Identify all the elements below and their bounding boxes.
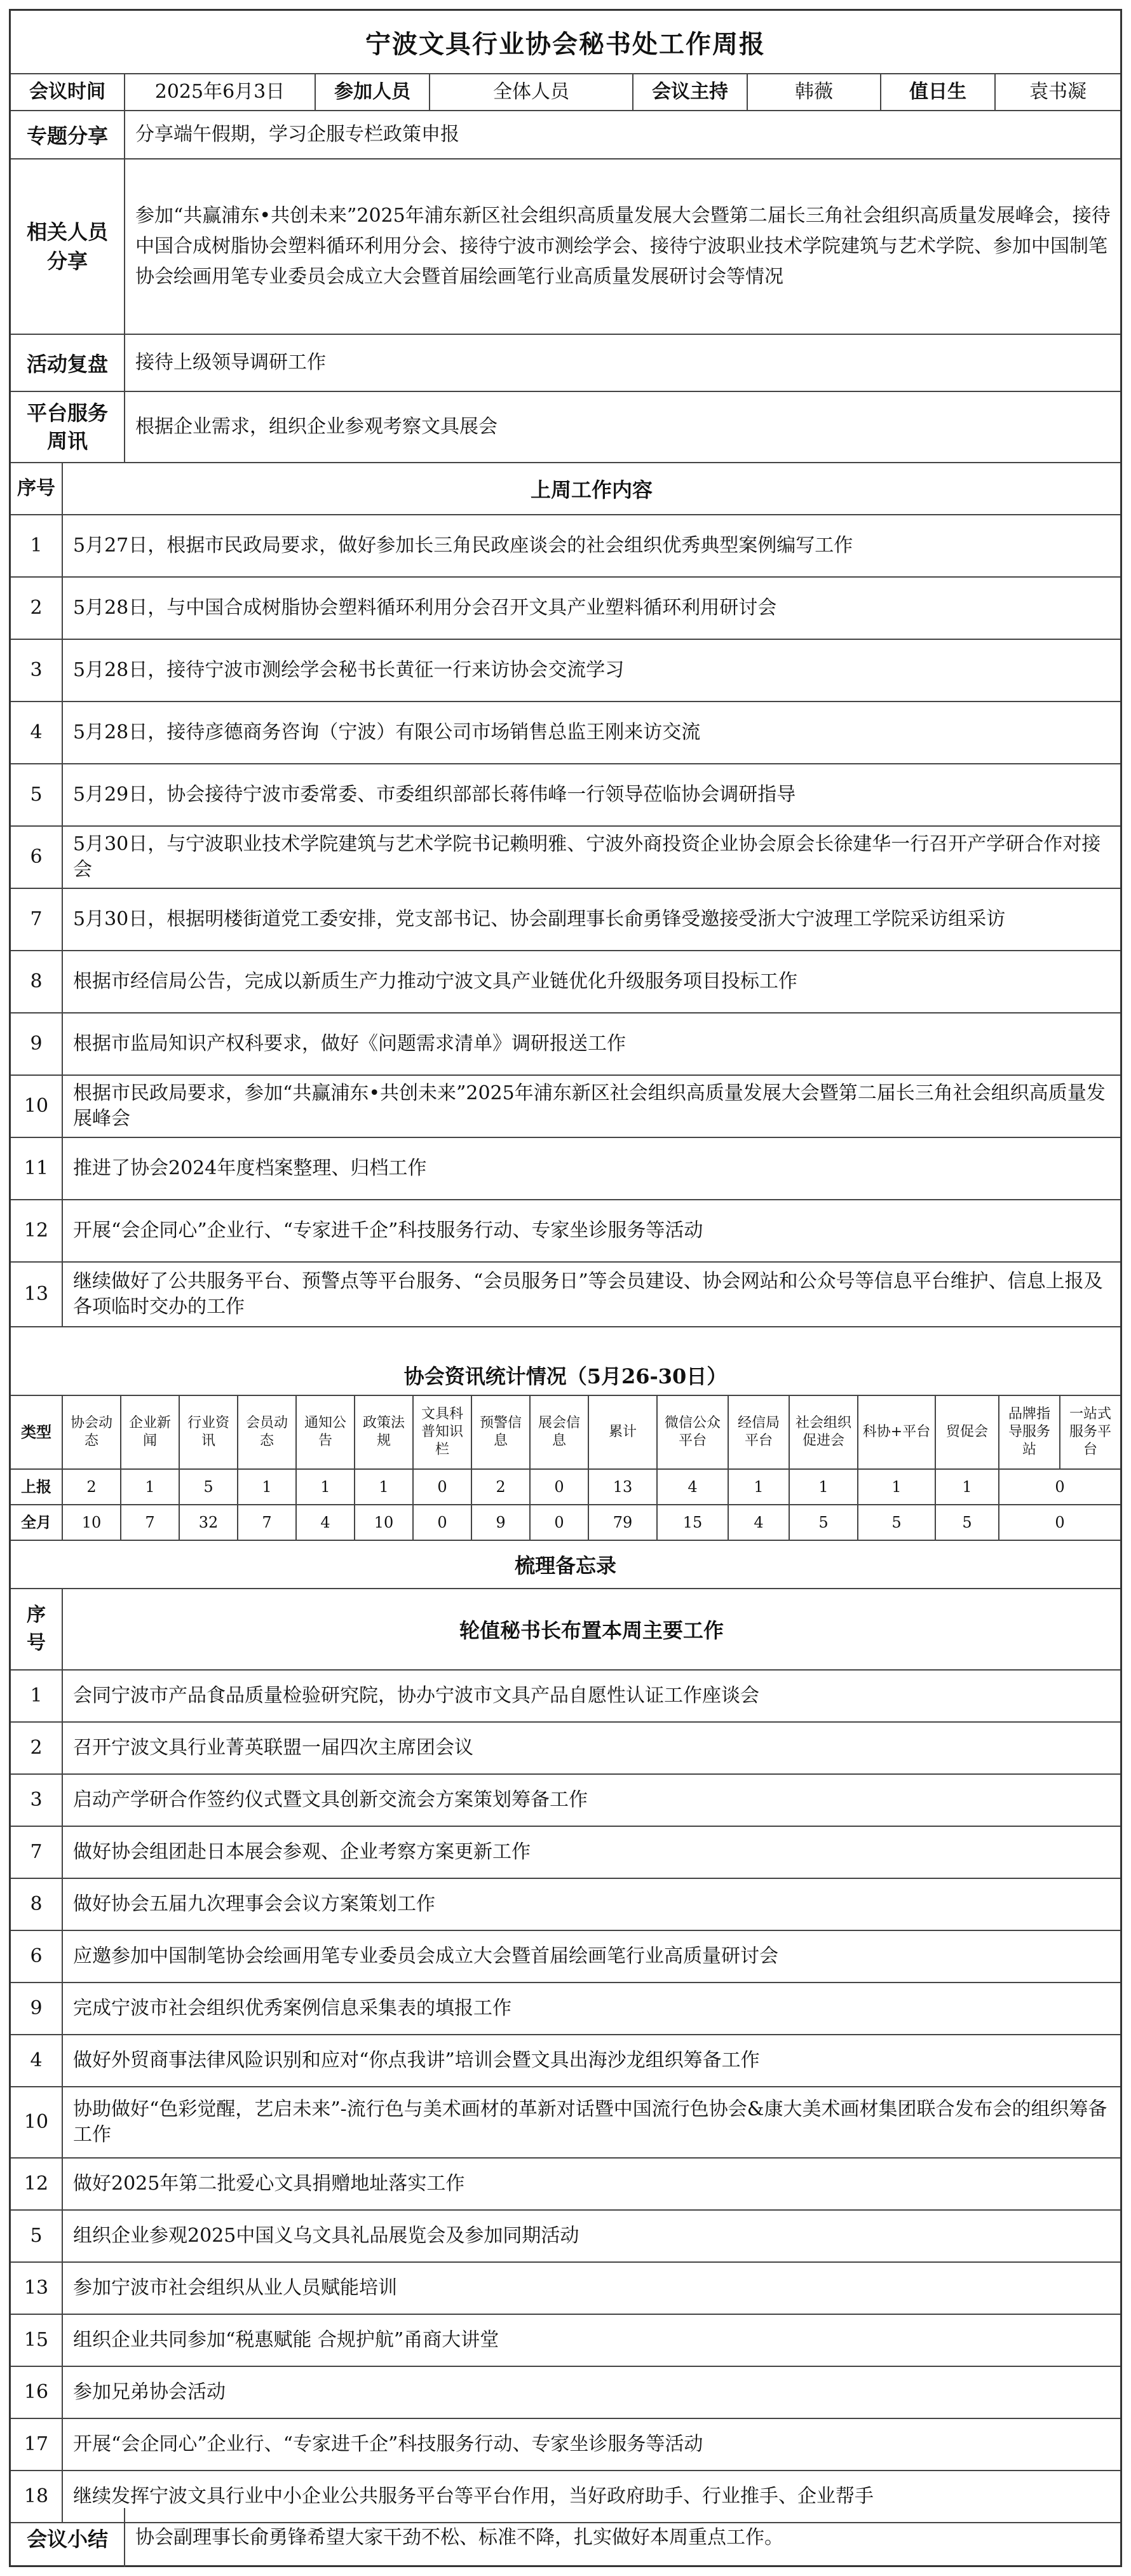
- memo-item-row: [11, 2263, 1120, 2315]
- memo-item-text: 做好协会五届九次理事会会议方案策划工作: [73, 1893, 435, 1915]
- work-item-text: 推进了协会2024年度档案整理、归档工作: [73, 1157, 427, 1179]
- memo-item-text: 开展“会企同心”企业行、“专家进千企”科技服务行动、专家坐诊服务等活动: [73, 2433, 703, 2455]
- info-row: [11, 159, 1120, 335]
- stats-title: 协会资讯统计情况（5月26-30日）: [403, 1364, 728, 1388]
- memo-item-text: 会同宁波市产品食品质量检验研究院，协办宁波市文具产品自愿性认证工作座谈会: [73, 1685, 759, 1707]
- stats-column-header-text: 会员动态: [245, 1415, 288, 1449]
- stats-column-header: [999, 1396, 1060, 1468]
- stats-title-row: [11, 1355, 1120, 1396]
- stats-value: 0: [1055, 1514, 1065, 1531]
- info-label-text: 相关人员分享: [26, 220, 108, 273]
- info-row: [11, 392, 1120, 463]
- summary-label: 会议小结: [11, 2508, 125, 2567]
- memo-item-number: 12: [11, 2159, 63, 2209]
- host-label: 会议主持: [633, 74, 748, 110]
- memo-item-row: [11, 2035, 1120, 2087]
- stats-column-header: [414, 1396, 472, 1468]
- stats-value: 4: [658, 1470, 729, 1504]
- memo-item-text: 组织企业参观2025中国义乌文具礼品展览会及参加同期活动: [73, 2225, 579, 2247]
- stats-value: 5: [790, 1505, 858, 1540]
- work-item-row: [11, 1200, 1120, 1263]
- stats-column-header-text: 社会组织促进会: [795, 1415, 851, 1449]
- weekly-report-table: [9, 9, 1122, 2567]
- info-content: 根据企业需求，组织企业参观考察文具展会: [135, 416, 498, 438]
- memo-item-text: 组织企业共同参加“税惠赋能 合规护航”甬商大讲堂: [73, 2329, 499, 2351]
- stats-value: 1: [297, 1470, 355, 1504]
- memo-item-number: 6: [11, 1931, 63, 1982]
- memo-item-number: 4: [11, 2035, 63, 2086]
- stats-value: 1: [729, 1470, 790, 1504]
- stats-column-header-text: 微信公众平台: [664, 1415, 721, 1449]
- stats-value: 1: [355, 1470, 414, 1504]
- memo-header: 轮值秘书长布置本周主要工作: [459, 1618, 724, 1643]
- stats-value: 15: [658, 1505, 729, 1540]
- stats-value: 4: [297, 1505, 355, 1540]
- meeting-time-label: 会议时间: [11, 74, 125, 110]
- stats-column-header-text: 文具科普知识栏: [421, 1406, 463, 1458]
- stats-value: 5: [936, 1505, 999, 1540]
- memo-item-number: 18: [11, 2471, 63, 2522]
- info-row: [11, 111, 1120, 159]
- work-item-number: 12: [11, 1200, 63, 1261]
- stats-value: 0: [414, 1470, 472, 1504]
- memo-item-row: [11, 2211, 1120, 2263]
- memo-item-text: 协助做好“色彩觉醒，艺启未来”-流行色与美术画材的革新对话暨中国流行色协会&康大美术画材集团联合发布会的组织筹备工作: [73, 2098, 1107, 2146]
- memo-item-row: [11, 2367, 1120, 2419]
- stats-column-header-text: 累计: [608, 1424, 637, 1440]
- memo-item-row: [11, 2419, 1120, 2471]
- stats-column-header-text: 通知公告: [304, 1415, 346, 1449]
- stats-column-header-text: 经信局平台: [737, 1415, 780, 1449]
- stats-value: 5: [180, 1470, 238, 1504]
- memo-item-text: 做好协会组团赴日本展会参观、企业考察方案更新工作: [73, 1841, 531, 1863]
- stats-column-header: [180, 1396, 238, 1468]
- stats-column-header: [936, 1396, 999, 1468]
- work-item-number: 7: [11, 889, 63, 950]
- memo-item-row: [11, 1775, 1120, 1827]
- stats-value: 1: [121, 1470, 180, 1504]
- memo-item-row: [11, 1723, 1120, 1775]
- stats-column-header: [238, 1396, 297, 1468]
- stats-value: 1: [936, 1470, 999, 1504]
- report-title: 宁波文具行业协会秘书处工作周报: [365, 29, 766, 59]
- stats-column-header: [589, 1396, 658, 1468]
- work-item-text: 根据市经信局公告，完成以新质生产力推动宁波文具产业链优化升级服务项目投标工作: [73, 970, 797, 993]
- work-item-text: 继续做好了公共服务平台、预警点等平台服务、“会员服务日”等会员建设、协会网站和公众号等信息平台维护、信息上报及各项临时交办的工作: [73, 1270, 1103, 1318]
- info-label: 专题分享: [11, 111, 125, 158]
- attendees-value: 全体人员: [430, 74, 633, 110]
- info-row: [11, 335, 1120, 392]
- work-item-number: 5: [11, 764, 63, 825]
- stats-value: 4: [729, 1505, 790, 1540]
- stats-column-header-text: 政策法规: [362, 1415, 405, 1449]
- memo-item-row: [11, 1827, 1120, 1879]
- memo-item-number: 2: [11, 1723, 63, 1773]
- memo-item-text: 继续发挥宁波文具行业中小企业公共服务平台等平台作用，当好政府助手、行业推手、企业帮手: [73, 2485, 874, 2507]
- duty-value: 袁书凝: [1029, 81, 1087, 103]
- work-item-row: [11, 1013, 1120, 1076]
- stats-value: 1: [858, 1470, 936, 1504]
- stats-column-header-text: 贸促会: [945, 1424, 988, 1440]
- work-item-row: [11, 764, 1120, 827]
- info-label: 活动复盘: [11, 335, 125, 391]
- memo-item-row: [11, 2315, 1120, 2367]
- stats-value: 7: [121, 1505, 180, 1540]
- stats-column-header-text: 科协+平台: [862, 1424, 931, 1440]
- work-item-text: 根据市民政局要求，参加“共赢浦东•共创未来”2025年浦东新区社会组织高质量发展大会暨第二届长三角社会组织高质量发展峰会: [73, 1082, 1106, 1130]
- stats-value: 1: [238, 1470, 297, 1504]
- stats-column-header-text: 协会动态: [70, 1415, 112, 1449]
- stats-column-header: [858, 1396, 936, 1468]
- work-item-row: [11, 578, 1120, 640]
- stats-column-header-text: 预警信息: [479, 1415, 522, 1449]
- work-item-text: 5月27日，根据市民政局要求，做好参加长三角民政座谈会的社会组织优秀典型案例编写工作: [73, 534, 853, 557]
- stats-column-header: [472, 1396, 531, 1468]
- stats-column-header: [729, 1396, 790, 1468]
- memo-item-number: 7: [11, 1827, 63, 1878]
- stats-column-header: [1060, 1396, 1120, 1468]
- stats-column-header: [297, 1396, 355, 1468]
- work-item-text: 5月28日，与中国合成树脂协会塑料循环利用分会召开文具产业塑料循环利用研讨会: [73, 597, 777, 619]
- stats-column-header: [63, 1396, 121, 1468]
- info-content: 参加“共赢浦东•共创未来”2025年浦东新区社会组织高质量发展大会暨第二届长三角社会组织高质量发展峰会，接待中国合成树脂协会塑料循环利用分会、接待宁波市测绘学会、接待宁波职业技术学院建筑与艺术学院、参加中国制笔协会绘画用笔专业委员会成立大会暨首届绘画笔行业高质量发展研讨会等情况: [135, 205, 1111, 288]
- work-item-text: 5月30日，与宁波职业技术学院建筑与艺术学院书记赖明雅、宁波外商投资企业协会原会长徐建华一行召开产学研合作对接会: [73, 833, 1101, 881]
- memo-item-row: [11, 2087, 1120, 2159]
- work-item-row: [11, 1263, 1120, 1327]
- work-item-number: 1: [11, 515, 63, 576]
- info-label: [11, 159, 125, 334]
- memo-item-text: 做好2025年第二批爱心文具捐赠地址落实工作: [73, 2173, 465, 2195]
- work-item-number: 6: [11, 827, 63, 888]
- work-item-row: [11, 640, 1120, 702]
- stats-column-header: [658, 1396, 729, 1468]
- memo-header-row: [11, 1589, 1120, 1671]
- stats-column-header: [355, 1396, 414, 1468]
- memo-item-text: 做好外贸商事法律风险识别和应对“你点我讲”培训会暨文具出海沙龙组织筹备工作: [73, 2049, 760, 2071]
- meeting-time-value: 2025年6月3日: [125, 74, 316, 110]
- stats-row-label: 全月: [11, 1505, 63, 1540]
- stats-column-header-text: 展会信息: [538, 1415, 580, 1449]
- stats-value: 0: [414, 1505, 472, 1540]
- stats-value: 10: [63, 1505, 121, 1540]
- memo-item-row: [11, 1879, 1120, 1931]
- memo-item-number: 9: [11, 1983, 63, 2034]
- work-item-row: [11, 515, 1120, 578]
- stats-column-header: [790, 1396, 858, 1468]
- stats-value: 1: [790, 1470, 858, 1504]
- work-item-row: [11, 1076, 1120, 1138]
- memo-item-number: 5: [11, 2211, 63, 2261]
- memo-item-number: 3: [11, 1775, 63, 1826]
- memo-item-text: 召开宁波文具行业菁英联盟一届四次主席团会议: [73, 1737, 473, 1759]
- work-item-text: 5月28日，接待宁波市测绘学会秘书长黄征一行来访协会交流学习: [73, 659, 625, 681]
- stats-value: 9: [472, 1505, 531, 1540]
- memo-item-text: 参加兄弟协会活动: [73, 2381, 226, 2403]
- memo-item-text: 完成宁波市社会组织优秀案例信息采集表的填报工作: [73, 1997, 511, 2019]
- stats-column-header-text: 一站式服务平台: [1069, 1406, 1111, 1458]
- stats-value: 10: [355, 1505, 414, 1540]
- work-item-row: [11, 951, 1120, 1013]
- stats-column-header: [531, 1396, 589, 1468]
- summary-row: [11, 2508, 1120, 2567]
- work-item-row: [11, 889, 1120, 951]
- memo-item-number: 8: [11, 1879, 63, 1930]
- memo-item-text: 参加宁波市社会组织从业人员赋能培训: [73, 2277, 397, 2299]
- info-content: 分享端午假期，学习企服专栏政策申报: [135, 123, 459, 146]
- stats-value: 13: [589, 1470, 658, 1504]
- memo-title: 梳理备忘录: [514, 1554, 616, 1578]
- stats-value: 0: [531, 1505, 589, 1540]
- memo-item-number: 17: [11, 2419, 63, 2470]
- work-item-number: 11: [11, 1138, 63, 1199]
- work-item-number: 3: [11, 640, 63, 701]
- work-item-text: 5月28日，接待彦德商务咨询（宁波）有限公司市场销售总监王刚来访交流: [73, 721, 701, 743]
- memo-seq-header: [11, 1589, 63, 1669]
- stats-value: 2: [63, 1470, 121, 1504]
- stats-value: 0: [531, 1470, 589, 1504]
- stats-value: 0: [1055, 1478, 1065, 1496]
- memo-item-row: [11, 1931, 1120, 1983]
- work-item-number: 8: [11, 951, 63, 1012]
- title-row: [11, 11, 1120, 74]
- stats-value: 7: [238, 1505, 297, 1540]
- work-item-text: 根据市监局知识产权科要求，做好《问题需求清单》调研报送工作: [73, 1033, 626, 1055]
- stats-column-header-text: 企业新闻: [128, 1415, 171, 1449]
- last-week-header-row: [11, 463, 1120, 515]
- memo-item-number: 15: [11, 2315, 63, 2366]
- work-item-row: [11, 827, 1120, 889]
- stats-row-label: 上报: [11, 1470, 63, 1504]
- memo-item-text: 启动产学研合作签约仪式暨文具创新交流会方案策划筹备工作: [73, 1789, 588, 1811]
- memo-seq-header-text: 序号: [27, 1604, 46, 1654]
- summary-content: 协会副理事长俞勇锋希望大家干劲不松、标准不降，扎实做好本周重点工作。: [135, 2526, 783, 2549]
- memo-item-text: 应邀参加中国制笔协会绘画用笔专业委员会成立大会暨首届绘画笔行业高质量研讨会: [73, 1945, 778, 1967]
- memo-item-row: [11, 1983, 1120, 2035]
- work-item-row: [11, 1138, 1120, 1200]
- work-item-number: 9: [11, 1013, 63, 1074]
- work-item-text: 开展“会企同心”企业行、“专家进千企”科技服务行动、专家坐诊服务等活动: [73, 1219, 703, 1242]
- stats-column-header-text: 类型: [21, 1423, 51, 1441]
- attendees-label: 参加人员: [316, 74, 430, 110]
- memo-item-number: 13: [11, 2263, 63, 2314]
- work-item-number: 13: [11, 1263, 63, 1326]
- meeting-info-row: [11, 74, 1120, 111]
- stats-column-header: [11, 1396, 63, 1468]
- work-item-number: 2: [11, 578, 63, 639]
- memo-item-row: [11, 1671, 1120, 1723]
- seq-header: 序号: [11, 463, 63, 514]
- work-item-text: 5月30日，根据明楼街道党工委安排，党支部书记、协会副理事长俞勇锋受邀接受浙大宁波理工学院采访组采访: [73, 908, 1006, 930]
- work-item-row: [11, 702, 1120, 764]
- memo-item-number: 16: [11, 2367, 63, 2418]
- memo-item-number: 10: [11, 2087, 63, 2157]
- host-value: 韩薇: [748, 74, 881, 110]
- stats-data-row: [11, 1505, 1120, 1541]
- stats-value: 79: [589, 1505, 658, 1540]
- info-content: 接待上级领导调研工作: [135, 351, 326, 374]
- stats-data-row: [11, 1470, 1120, 1505]
- duty-label: 值日生: [881, 74, 996, 110]
- memo-title-row: [11, 1541, 1120, 1589]
- stats-value: 5: [858, 1505, 936, 1540]
- stats-column-header-text: 行业资讯: [187, 1415, 229, 1449]
- memo-item-number: 1: [11, 1671, 63, 1721]
- memo-item-row: [11, 2159, 1120, 2211]
- work-item-number: 4: [11, 702, 63, 763]
- stats-value: 32: [180, 1505, 238, 1540]
- info-label-text: 平台服务周讯: [26, 401, 108, 453]
- work-item-number: 10: [11, 1076, 63, 1137]
- stats-value: 2: [472, 1470, 531, 1504]
- stats-column-header-text: 品牌指导服务站: [1008, 1406, 1050, 1458]
- stats-header-row: [11, 1396, 1120, 1470]
- last-week-header: 上周工作内容: [530, 478, 653, 502]
- work-item-text: 5月29日，协会接待宁波市委常委、市委组织部部长蒋伟峰一行领导莅临协会调研指导: [73, 783, 796, 806]
- stats-column-header: [121, 1396, 180, 1468]
- info-label: [11, 392, 125, 462]
